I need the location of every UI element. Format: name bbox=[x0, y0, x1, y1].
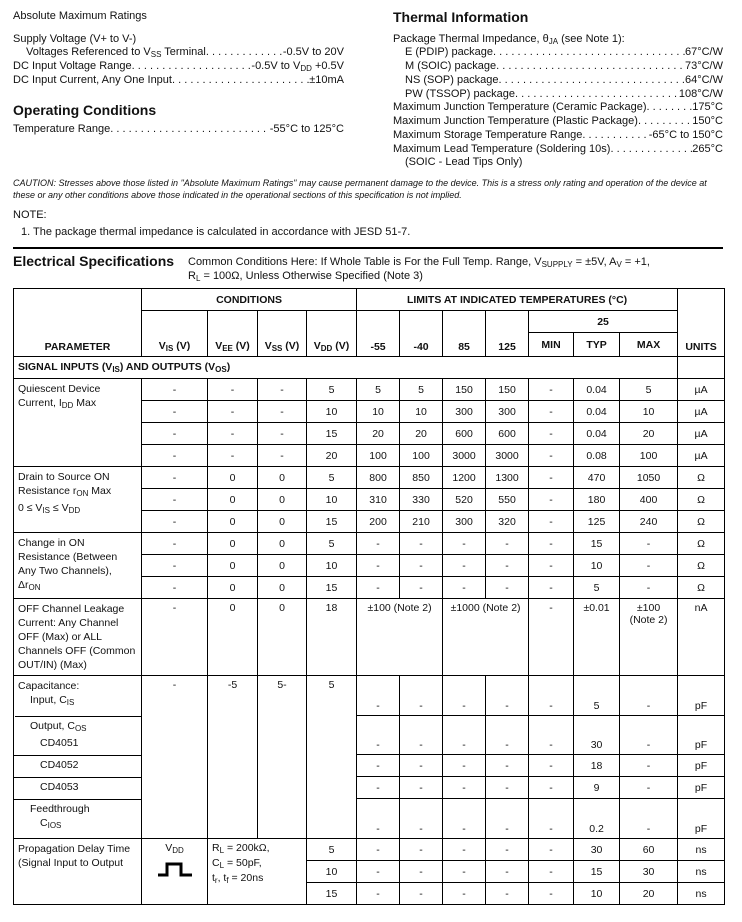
table-row: - 0 0 10 310 330 520 550 - 180 400 Ω bbox=[14, 489, 725, 511]
param-capacitance-cd4052: CD4052 bbox=[14, 755, 142, 777]
section-signal-io: SIGNAL INPUTS $(V_{IS})$ AND OUTPUTS $(V_{OS})$ bbox=[14, 357, 678, 379]
table-row: OFF Channel Leakage Current: Any Channel OFF (Max) or ALL Channels OFF (Common OUT/IN) (Max) - 0 0 18 ±100 (Note 2) ±1000 (Note 2) - ±0.01 ±100 (Note 2) nA bbox=[14, 599, 725, 676]
table-row: 10 - - - - - 15 30 ns bbox=[14, 861, 725, 883]
header-temp-minus40: -40 bbox=[400, 311, 443, 357]
param-capacitance-cd4053: CD4053 bbox=[14, 777, 142, 799]
header-temp-85: 85 bbox=[443, 311, 486, 357]
header-min: MIN bbox=[529, 333, 574, 357]
table-row: CD4053 - - - - - 9 - pF bbox=[14, 777, 725, 799]
thermal-row: Maximum Junction Temperature (Ceramic Package) . . . 175°C bbox=[393, 101, 723, 114]
param-capacitance-cd4051: Output, $C_{OS}$ CD4051 bbox=[14, 716, 142, 755]
caution-text: CAUTION: Stresses above those listed in "Absolute Maximum Ratings" may cause permanent damage to the device. This is a stress only rating and operation of the device at these or any other conditions above those indicated in the operational sections of this specification is not implied. bbox=[13, 178, 707, 200]
table-row: CD4052 - - - - - 18 - pF bbox=[14, 755, 725, 777]
header-vee: $V_{EE}$ (V) bbox=[208, 311, 258, 357]
electrical-specs-title: Electrical Specifications bbox=[13, 253, 175, 269]
table-row: - 0 0 15 200 210 300 320 - 125 240 Ω bbox=[14, 511, 725, 533]
thermal-package-row: M (SOIC) package . . . 73°C/W bbox=[405, 60, 723, 73]
section-divider bbox=[13, 247, 723, 249]
note-item: 1. The package thermal impedance is calculated in accordance with JESD 51-7. bbox=[21, 226, 411, 238]
table-row: Capacitance: Input, $C_{IS}$ - -5 5- 5 - - - - - 5 - pF bbox=[14, 676, 725, 716]
thermal-package-row: E (PDIP) package . . . 67°C/W bbox=[405, 46, 723, 59]
header-temp-25: 25 bbox=[529, 311, 678, 333]
table-row: Feedthrough $C_{IOS}$ - - - - - 0.2 - pF bbox=[14, 799, 725, 839]
propagation-conditions: $R_L = 200k\Omega$, $C_L = 50pF$, $t_r$, $t_f = 20ns$ bbox=[208, 839, 307, 905]
supply-voltage-label: Supply Voltage (V+ to V-) bbox=[13, 33, 137, 45]
header-units: UNITS bbox=[678, 289, 725, 357]
param-propagation-delay: Propagation Delay Time (Signal Input to Output bbox=[14, 839, 142, 905]
abs-max-title: Absolute Maximum Ratings bbox=[13, 10, 147, 22]
thermal-row: Maximum Lead Temperature (Soldering 10s) . . . 265°C bbox=[393, 143, 723, 156]
header-conditions: CONDITIONS bbox=[142, 289, 357, 311]
temperature-range-row: Temperature Range . . . -55°C to 125°C bbox=[13, 123, 344, 136]
abs-max-row-dc-input-current: DC Input Current, Any One Input . . . ±10mA bbox=[13, 74, 344, 87]
table-row: - 0 0 10 - - - - - 10 - Ω bbox=[14, 555, 725, 577]
param-capacitance-input: Capacitance: Input, $C_{IS}$ bbox=[14, 676, 142, 716]
header-temp-125: 125 bbox=[486, 311, 529, 357]
common-conditions-line1: Common Conditions Here: If Whole Table is For the Full Temp. Range, $V_{SUPPLY} = \pm 5V$, $A_V = +1$, bbox=[188, 256, 650, 269]
table-row: - - - 10 10 10 300 300 - 0.04 10 µA bbox=[14, 401, 725, 423]
thermal-impedance-label: Package Thermal Impedance, $\theta_{JA}$ (see Note 1): bbox=[393, 33, 625, 46]
table-row: Propagation Delay Time (Signal Input to Output $V_{DD}$ $R_L = 200k\Omega$, $C_L = 50pF$, $t_r$, $t_f = 20ns$ 5 - - - - - 30 60 ns bbox=[14, 839, 725, 861]
header-limits: LIMITS AT INDICATED TEMPERATURES (°C) bbox=[357, 289, 678, 311]
thermal-info-title: Thermal Information bbox=[393, 9, 529, 25]
header-temp-minus55: -55 bbox=[357, 311, 400, 357]
thermal-package-row: PW (TSSOP) package . . . 108°C/W bbox=[405, 88, 723, 101]
header-parameter: PARAMETER bbox=[14, 289, 142, 357]
table-row: Drain to Source ON Resistance $r_{ON}$ Max $0 \le V_{IS} \le V_{DD}$ - 0 0 5 800 850 1200 1300 - 470 1050 Ω bbox=[14, 467, 725, 489]
table-row: - - - 15 20 20 600 600 - 0.04 20 µA bbox=[14, 423, 725, 445]
thermal-row: Maximum Junction Temperature (Plastic Package) . . . 150°C bbox=[393, 115, 723, 128]
electrical-specs-table bbox=[13, 288, 725, 905]
param-on-resistance: Drain to Source ON Resistance $r_{ON}$ Max $0 \le V_{IS} \le V_{DD}$ bbox=[14, 467, 142, 533]
table-row: Change in ON Resistance (Between Any Two Channels), $\Delta r_{ON}$ - 0 0 5 - - - - - 15 - Ω bbox=[14, 533, 725, 555]
thermal-lead-note: (SOIC - Lead Tips Only) bbox=[405, 156, 523, 168]
operating-conditions-title: Operating Conditions bbox=[13, 102, 157, 118]
header-typ: TYP bbox=[574, 333, 620, 357]
header-max: MAX bbox=[620, 333, 678, 357]
thermal-package-row: NS (SOP) package . . . 64°C/W bbox=[405, 74, 723, 87]
param-off-leakage: OFF Channel Leakage Current: Any Channel OFF (Max) or ALL Channels OFF (Common OUT/IN) (Max) bbox=[14, 599, 142, 676]
table-row: 15 - - - - - 10 20 ns bbox=[14, 883, 725, 905]
param-capacitance-feedthrough: Feedthrough $C_{IOS}$ bbox=[14, 799, 142, 839]
common-conditions-line2: $R_L = 100\Omega$, Unless Otherwise Specified (Note 3) bbox=[188, 270, 423, 283]
table-row: Quiescent Device Current, $I_{DD}$ Max - - - 5 5 5 150 150 - 0.04 5 µA bbox=[14, 379, 725, 401]
abs-max-row-vss: Voltages Referenced to $V_{SS}$ Terminal . . . -0.5V to 20V bbox=[26, 46, 344, 61]
abs-max-row-dc-input-voltage: DC Input Voltage Range . . . -0.5V to $V_{DD} +0.5V$ bbox=[13, 60, 344, 75]
pulse-waveform-icon bbox=[158, 861, 192, 877]
propagation-vis-cell: $V_{DD}$ bbox=[142, 839, 208, 905]
param-delta-on-resistance: Change in ON Resistance (Between Any Two Channels), $\Delta r_{ON}$ bbox=[14, 533, 142, 599]
note-heading: NOTE: bbox=[13, 209, 47, 221]
thermal-row: Maximum Storage Temperature Range . . . -65°C to 150°C bbox=[393, 129, 723, 142]
header-vdd: $V_{DD}$ (V) bbox=[307, 311, 357, 357]
table-row: - - - 20 100 100 3000 3000 - 0.08 100 µA bbox=[14, 445, 725, 467]
header-vss: $V_{SS}$ (V) bbox=[258, 311, 307, 357]
table-row: - 0 0 15 - - - - - 5 - Ω bbox=[14, 577, 725, 599]
table-row: Output, $C_{OS}$ CD4051 - - - - - 30 - pF bbox=[14, 716, 725, 755]
header-vis: $V_{IS}$ (V) bbox=[142, 311, 208, 357]
param-quiescent-current: Quiescent Device Current, $I_{DD}$ Max bbox=[14, 379, 142, 467]
